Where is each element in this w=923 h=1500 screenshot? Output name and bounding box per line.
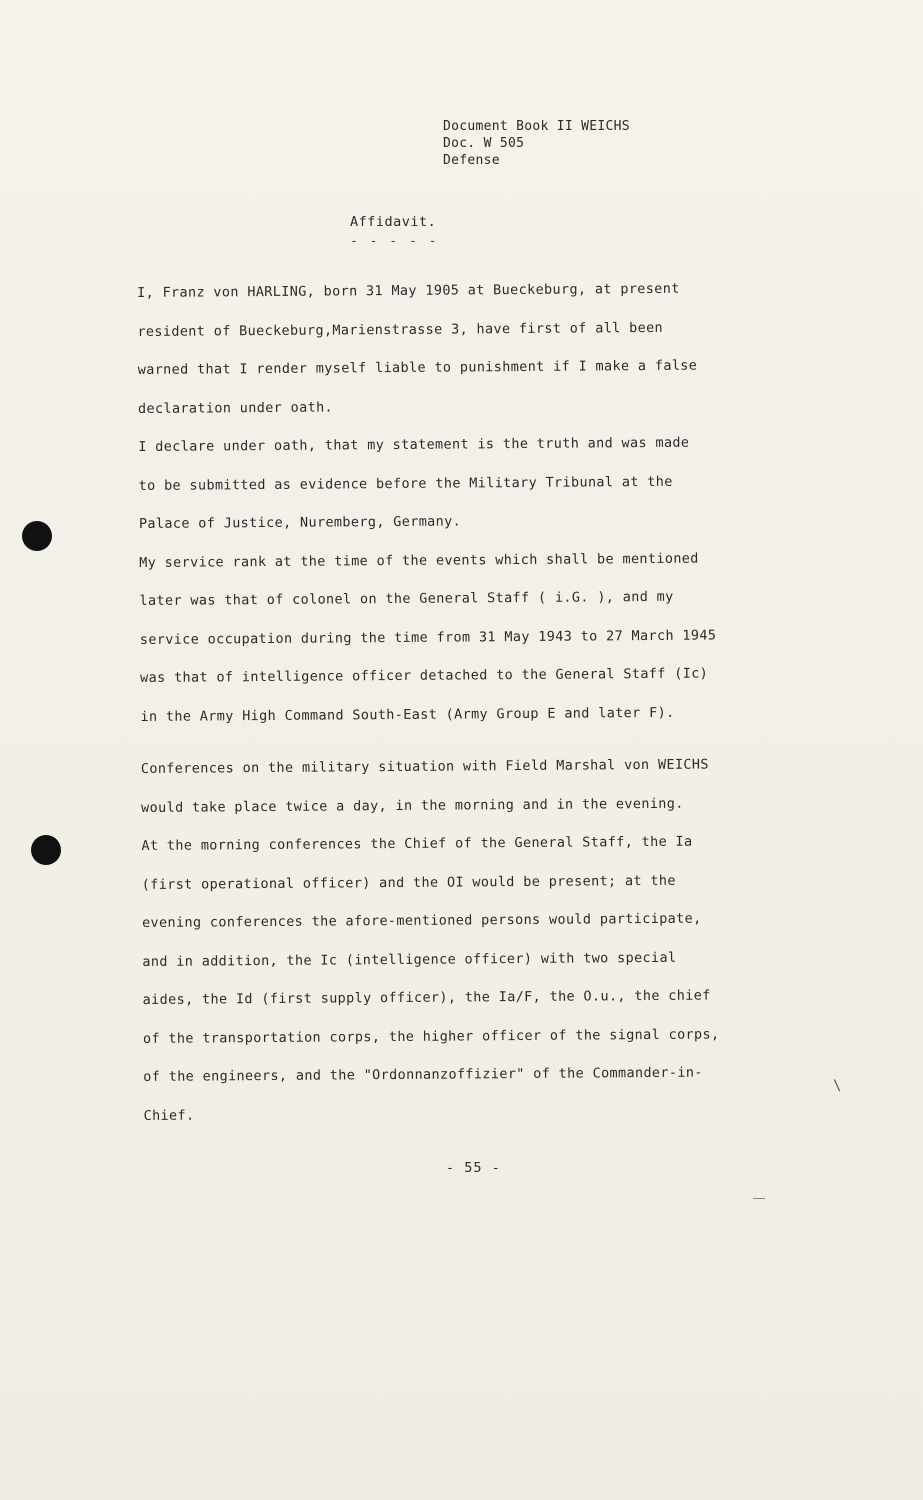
document-title: Affidavit. [350,214,437,230]
header-document-book: Document Book II WEICHS [443,119,630,134]
text-line: Conferences on the military situation with Field Marshal von WEICHS [140,756,709,777]
page-number: - 55 - [446,1160,501,1176]
title-underline: - - - - - [350,234,439,249]
text-line: declaration under oath. [137,398,334,417]
text-line: of the engineers, and the "Ordonnanzoffizier" of the Commander-in- [143,1064,703,1085]
punch-hole-top [22,521,52,551]
text-line: Chief. [143,1107,195,1124]
text-line: Palace of Justice, Nuremberg, Germany. [138,513,462,532]
text-line: warned that I render myself liable to punishment if I make a false [137,357,698,378]
text-line: evening conferences the afore-mentioned persons would participate, [141,910,702,931]
text-line: resident of Bueckeburg,Marienstrasse 3, have first of all been [137,319,664,340]
text-line: and in addition, the Ic (intelligence officer) with two special [142,949,677,970]
text-line: in the Army High Command South-East (Army Group E and later F). [140,704,675,725]
paragraph-2 [141,751,824,1141]
text-line: of the transportation corps, the higher officer of the signal corps, [142,1025,720,1047]
text-line: aides, the Id (first supply officer), the Ia/F, the O.u., the chief [142,987,711,1008]
text-line: would take place twice a day, in the morning and in the evening. [141,795,684,816]
margin-dash [753,1198,765,1199]
text-line: later was that of colonel on the General Staff ( i.G. ), and my [139,588,674,609]
document-header [443,118,630,169]
header-defense: Defense [443,153,500,168]
text-line: service occupation during the time from 31 May 1943 to 27 March 1945 [139,626,717,648]
punch-hole-bottom [31,835,61,865]
text-line: I declare under oath, that my statement is the truth and was made [138,434,690,455]
text-line: My service rank at the time of the events which shall be mentioned [139,550,699,571]
header-doc-number: Doc. W 505 [443,136,525,151]
text-line: I, Franz von HARLING, born 31 May 1905 at Bueckeburg, at present [137,280,680,301]
text-line: was that of intelligence officer detached to the General Staff (Ic) [140,665,709,686]
text-line: At the morning conferences the Chief of the General Staff, the Ia [141,833,693,854]
paragraph-1 [137,275,821,742]
margin-mark: \ [833,1078,842,1094]
affidavit-body [137,275,824,1141]
text-line: (first operational officer) and the OI would be present; at the [141,872,676,893]
text-line: to be submitted as evidence before the Military Tribunal at the [138,473,673,494]
